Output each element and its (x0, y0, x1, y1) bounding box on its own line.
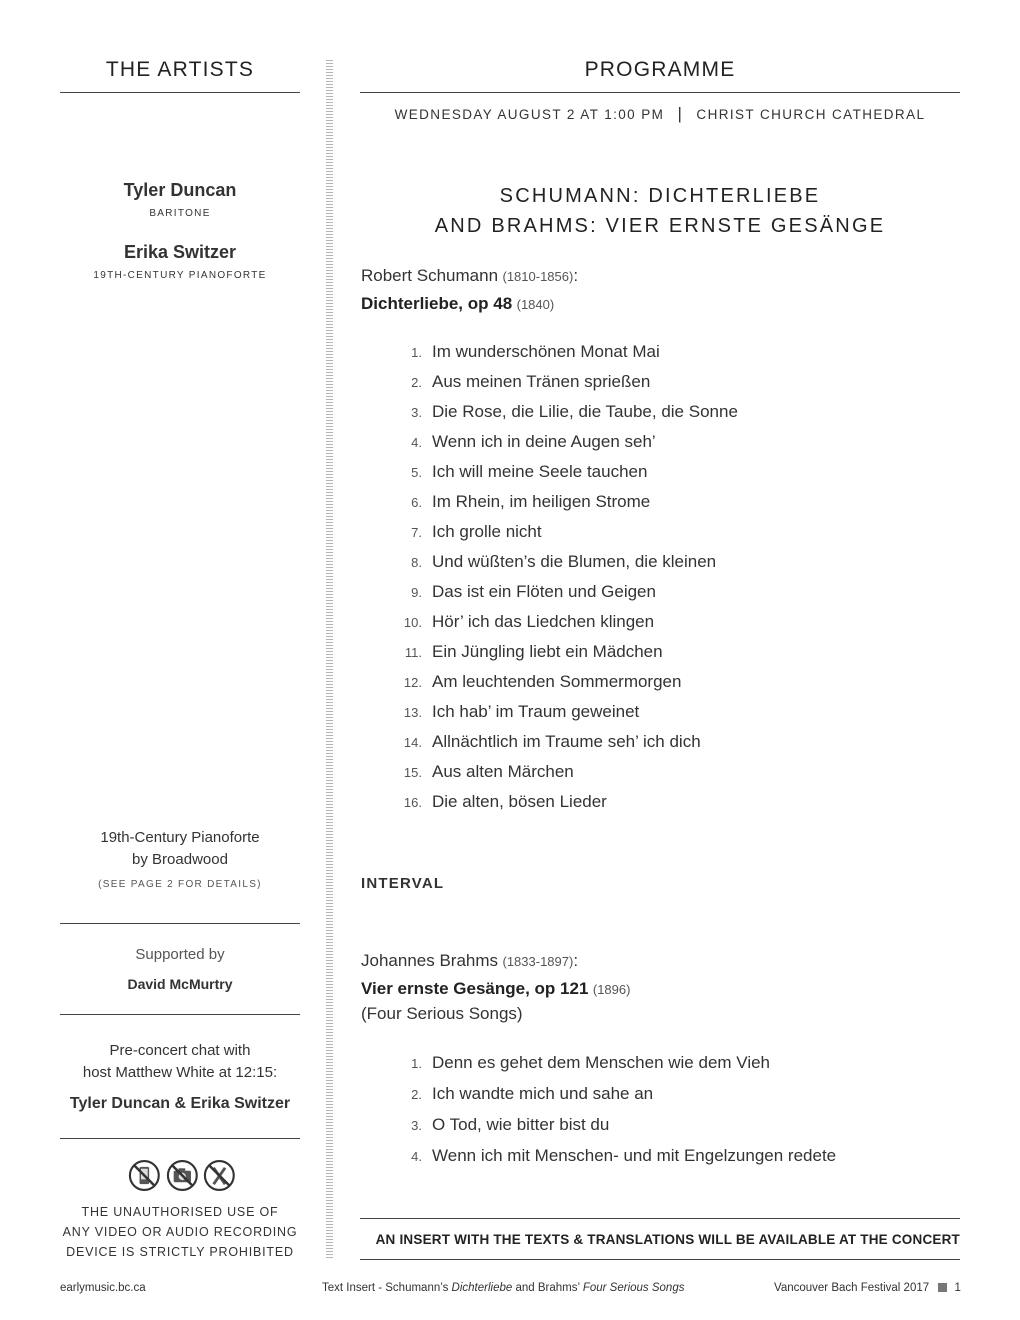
instrument-note: (SEE PAGE 2 FOR DETAILS) (98, 879, 262, 890)
page-number: 1 (954, 1282, 961, 1294)
song-title: Aus meinen Tränen sprießen (432, 372, 651, 391)
notice-line2: ANY VIDEO OR AUDIO RECORDING (62, 1225, 298, 1239)
song-number: 3. (411, 405, 422, 420)
song-item (360, 462, 647, 482)
festival-name: Vancouver Bach Festival 2017 (774, 1282, 930, 1294)
chat-line2: host Matthew White at 12:15: (82, 1064, 278, 1081)
song-number: 14. (403, 735, 422, 750)
song-title: Ein Jüngling liebt ein Mädchen (432, 642, 663, 661)
title-line2: AND BRAHMS: VIER ERNSTE GESÄNGE (434, 215, 886, 237)
song-title: Wenn ich mit Menschen- und mit Engelzungen redete (432, 1146, 837, 1165)
song-title: Die alten, bösen Lieder (432, 792, 607, 811)
song-number: 16. (403, 795, 422, 810)
song-number: 11. (404, 645, 422, 660)
song-item (360, 762, 574, 782)
concert-date: WEDNESDAY AUGUST 2 AT 1:00 PM (394, 107, 665, 122)
song-item (360, 432, 656, 452)
insert-note: AN INSERT WITH THE TEXTS & TRANSLATIONS WILL BE AVAILABLE AT THE CONCERT (375, 1232, 960, 1247)
work-year: (1840) (516, 297, 555, 312)
artist-name: Erika Switzer (123, 242, 237, 262)
song-title: Hör’ ich das Liedchen klingen (432, 612, 655, 631)
recording-notice (60, 1202, 300, 1262)
song-item (360, 672, 681, 692)
song-title: Denn es gehet dem Menschen wie dem Vieh (432, 1053, 770, 1072)
work-title: Dichterliebe, op 48 (361, 294, 513, 313)
song-item (360, 522, 542, 542)
song-number: 1. (411, 345, 422, 360)
insert-rule-bottom (360, 1259, 960, 1260)
song-number: 2. (411, 1087, 422, 1102)
composer-years: (1810-1856) (502, 269, 574, 284)
song-item (360, 582, 656, 602)
song-number: 8. (411, 555, 422, 570)
song-title: Die Rose, die Lilie, die Taube, die Sonne (432, 402, 738, 421)
insert-rule-top (360, 1218, 960, 1219)
song-item (360, 732, 701, 752)
column-divider (326, 60, 333, 1260)
concert-venue: CHRIST CHURCH CATHEDRAL (696, 107, 926, 122)
artist-role: 19TH-CENTURY PIANOFORTE (93, 270, 267, 281)
chat-line1: Pre-concert chat with (109, 1042, 251, 1059)
interval-label: INTERVAL (361, 875, 445, 892)
song-number: 1. (411, 1056, 422, 1071)
song-number: 6. (411, 495, 422, 510)
no-food-icon (203, 1159, 236, 1192)
artist-role: BARITONE (149, 208, 211, 219)
section-rule (60, 1138, 300, 1139)
song-title: Allnächtlich im Traume seh’ ich dich (432, 732, 701, 751)
song-number: 12. (403, 675, 422, 690)
song-title: Das ist ein Flöten und Geigen (432, 582, 656, 601)
work-title: Vier ernste Gesänge, op 121 (361, 979, 589, 998)
title-line1: SCHUMANN: DICHTERLIEBE (499, 185, 821, 207)
instrument-line2: by Broadwood (132, 851, 228, 868)
no-camera-icon (166, 1159, 199, 1192)
artist-name: Tyler Duncan (123, 180, 237, 200)
composer-years: (1833-1897) (502, 954, 574, 969)
song-item (360, 372, 650, 392)
work-line (361, 294, 554, 314)
song-item (360, 492, 650, 512)
composer-name: Robert Schumann (361, 266, 499, 285)
song-item (360, 612, 654, 632)
song-title: Ich grolle nicht (432, 522, 542, 541)
song-number: 4. (411, 1149, 422, 1164)
song-title: Am leuchtenden Sommermorgen (432, 672, 682, 691)
work-year: (1896) (592, 982, 631, 997)
song-item (360, 1146, 836, 1166)
instrument-line1: 19th-Century Pianoforte (100, 829, 260, 846)
work-subtitle: (Four Serious Songs) (361, 1004, 523, 1023)
song-title: Wenn ich in deine Augen seh’ (432, 432, 656, 451)
song-item (360, 1053, 770, 1073)
song-number: 5. (411, 465, 422, 480)
work-line (361, 979, 630, 999)
song-item (360, 402, 738, 422)
song-title: Ich hab’ im Traum geweinet (432, 702, 640, 721)
song-number: 7. (411, 525, 422, 540)
footer-website[interactable]: earlymusic.bc.ca (60, 1282, 146, 1294)
artists-heading-rule (60, 92, 300, 93)
song-number: 10. (403, 615, 422, 630)
section-rule (60, 1014, 300, 1015)
notice-line1: THE UNAUTHORISED USE OF (81, 1205, 279, 1219)
song-number: 9. (411, 585, 422, 600)
song-number: 13. (403, 705, 422, 720)
song-number: 15. (403, 765, 422, 780)
composer-name: Johannes Brahms (361, 951, 499, 970)
song-title: Ich wandte mich und sahe an (432, 1084, 654, 1103)
song-number: 4. (411, 435, 422, 450)
square-bullet-icon (938, 1283, 947, 1292)
song-title: O Tod, wie bitter bist du (432, 1115, 610, 1134)
no-phone-icon (128, 1159, 161, 1192)
programme-heading-rule (360, 92, 960, 93)
song-item (360, 702, 639, 722)
notice-line3: DEVICE IS STRICTLY PROHIBITED (66, 1245, 294, 1259)
song-title: Im Rhein, im heiligen Strome (432, 492, 651, 511)
support-label: Supported by (135, 946, 225, 963)
composer-line: Johannes Brahms (1833-1897): (361, 951, 579, 970)
footer-description: Text Insert - Schumann’s Dichterliebe and Brahms’ Four Serious Songs (322, 1282, 685, 1294)
song-title: Im wunderschönen Monat Mai (432, 342, 660, 361)
prohibited-icons (127, 1159, 237, 1192)
footer-festival-page (774, 1282, 961, 1294)
programme-title (360, 181, 960, 241)
song-number: 3. (411, 1118, 422, 1133)
song-title: Ich will meine Seele tauchen (432, 462, 648, 481)
sponsor-name: David McMurtry (127, 976, 233, 992)
song-item (360, 642, 663, 662)
song-item (360, 1115, 609, 1135)
artists-heading: THE ARTISTS (105, 58, 255, 81)
song-item (360, 552, 716, 572)
song-item (360, 792, 607, 812)
song-title: Aus alten Märchen (432, 762, 574, 781)
composer-line: Robert Schumann (1810-1856): (361, 266, 579, 285)
programme-heading: PROGRAMME (584, 58, 736, 81)
section-rule (60, 923, 300, 924)
song-title: Und wüßten’s die Blumen, die kleinen (432, 552, 717, 571)
date-separator: | (677, 104, 684, 123)
song-item (360, 342, 660, 362)
song-number: 2. (411, 375, 422, 390)
song-item (360, 1084, 653, 1104)
date-venue-line (360, 104, 960, 124)
chat-guests: Tyler Duncan & Erika Switzer (69, 1095, 291, 1112)
